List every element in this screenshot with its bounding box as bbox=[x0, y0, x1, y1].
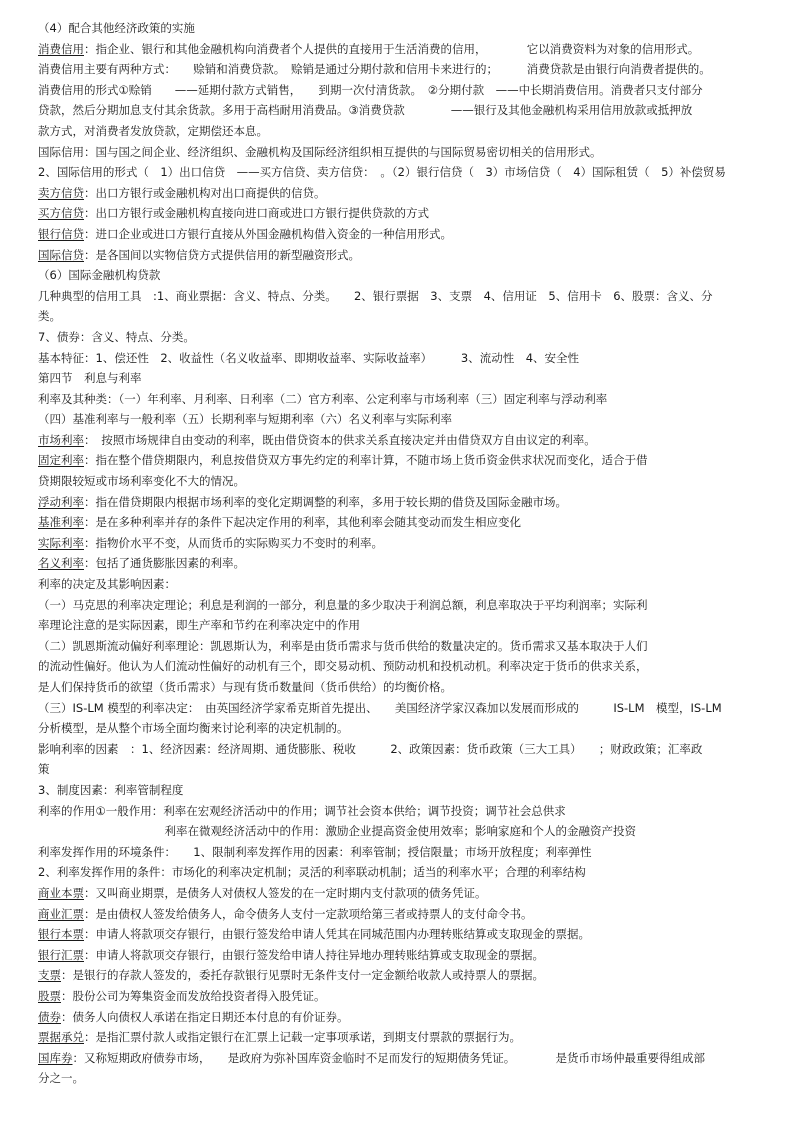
text-line bbox=[38, 677, 768, 698]
text-line bbox=[38, 533, 768, 554]
text-line bbox=[38, 224, 768, 245]
defined-term: 国库券 bbox=[38, 1050, 73, 1065]
text-line bbox=[38, 1007, 768, 1028]
line-text: 款方式，对消费者发放贷款，定期偿还本息。 bbox=[38, 123, 268, 138]
text-line bbox=[38, 59, 768, 80]
text-line bbox=[38, 265, 768, 286]
text-line bbox=[38, 306, 768, 327]
line-text: ：股份公司为筹集资金而发放给投资者得入股凭证。 bbox=[61, 988, 326, 1003]
defined-term: 银行汇票 bbox=[38, 947, 84, 962]
line-text: 贷款，然后分期加息支付其余货款。多用于高档耐用消费品。③消费贷款 ——银行及其他金融机构采用信用放款或抵押放 bbox=[38, 103, 693, 118]
text-line bbox=[38, 656, 768, 677]
line-text: ：出口方银行或金融机构直接向进口商或进口方银行提供贷款的方式 bbox=[84, 206, 429, 221]
line-text: ：又叫商业期票，是债务人对债权人签发的在一定时期内支付款项的债务凭证。 bbox=[84, 885, 487, 900]
line-text: 7、债券：含义、特点、分类。 bbox=[38, 329, 195, 344]
text-line bbox=[38, 636, 768, 657]
text-line bbox=[38, 553, 768, 574]
document-page bbox=[38, 18, 768, 1089]
text-line bbox=[38, 327, 768, 348]
text-line bbox=[38, 904, 768, 925]
text-line bbox=[38, 183, 768, 204]
line-text: 率理论注意的是实际因素，即生产率和节约在利率决定中的作用 bbox=[38, 618, 360, 633]
text-line bbox=[38, 450, 768, 471]
line-text: 的流动性偏好。他认为人们流动性偏好的动机有三个，即交易动机、预防动机和投机动机。利率决定于货币的供求关系， bbox=[38, 659, 648, 674]
line-text: （6）国际金融机构贷款 bbox=[38, 268, 161, 283]
text-line bbox=[38, 574, 768, 595]
defined-term: 基准利率 bbox=[38, 515, 84, 530]
line-text: 利率的决定及其影响因素： bbox=[38, 577, 176, 592]
line-text: 影响利率的因素 ：1、经济因素：经济周期、通货膨胀、税收 2、政策因素：货币政策（三大工具） ；财政政策；汇率政 bbox=[38, 741, 703, 756]
line-text: 贷期限较短或市场利率变化不大的情况。 bbox=[38, 474, 245, 489]
line-text: 消费信用主要有两种方式： 赊销和消费贷款。 赊销是通过分期付款和信用卡来进行的； 消费贷款是由银行向消费者提供的。 bbox=[38, 62, 711, 77]
text-line bbox=[38, 492, 768, 513]
defined-term: 票据承兑 bbox=[38, 1030, 84, 1045]
line-text: （三）IS-LM 模型的利率决定： 由英国经济学家希克斯首先提出、 美国经济学家汉森加以发展而形成的 IS-LM 模型，IS-LM bbox=[38, 700, 722, 715]
line-text: 几种典型的信用工具 :1、商业票据：含义、特点、分类。 2、银行票据 3、支票 4、信用证 5、信用卡 6、股票：含义、分 bbox=[38, 288, 713, 303]
text-line bbox=[38, 1068, 768, 1089]
text-line bbox=[38, 718, 768, 739]
line-text: ：指在借贷期限内根据市场利率的变化定期调整的利率，多用于较长期的借贷及国际金融市场。 bbox=[84, 494, 567, 509]
text-line bbox=[38, 430, 768, 451]
text-line bbox=[38, 759, 768, 780]
line-text: 2、利率发挥作用的条件：市场化的利率决定机制；灵活的利率联动机制；适当的利率水平；合理的利率结构 bbox=[38, 865, 586, 880]
text-line bbox=[38, 821, 768, 842]
text-line bbox=[38, 1027, 768, 1048]
line-text: ：包括了通货膨胀因素的利率。 bbox=[84, 556, 245, 571]
line-text: 2、国际信用的形式（ 1）出口信贷 ——买方信贷、卖方信贷： 。（2）银行信贷（ 3）市场信贷（ 4）国际租赁（ 5）补偿贸易 bbox=[38, 165, 726, 180]
line-text: ：债务人向债权人承诺在指定日期还本付息的有价证券。 bbox=[61, 1009, 349, 1024]
line-text: （一）马克思的利率决定理论；利息是利润的一部分，利息量的多少取决于利润总额，利息率取决于平均利润率；实际利 bbox=[38, 597, 648, 612]
text-line bbox=[38, 203, 768, 224]
text-line bbox=[38, 1048, 768, 1069]
text-line bbox=[38, 80, 768, 101]
line-text: 国际信用：国与国之间企业、经济组织、金融机构及国际经济组织相互提供的与国际贸易密切相关的信用形式。 bbox=[38, 144, 602, 159]
text-line bbox=[38, 862, 768, 883]
line-text: 是人们保持货币的欲望（货币需求）与现有货币数量间（货币供给）的均衡价格。 bbox=[38, 680, 452, 694]
text-line bbox=[38, 348, 768, 369]
line-text: （四）基准利率与一般利率（五）长期利率与短期利率（六）名义利率与实际利率 bbox=[38, 412, 452, 427]
text-line bbox=[38, 142, 768, 163]
text-line bbox=[38, 595, 768, 616]
defined-term: 消费信用 bbox=[38, 41, 84, 56]
defined-term: 实际利率 bbox=[38, 535, 84, 550]
line-text: 策 bbox=[38, 762, 50, 777]
defined-term: 固定利率 bbox=[38, 453, 84, 468]
defined-term: 股票 bbox=[38, 988, 61, 1003]
text-line bbox=[38, 883, 768, 904]
text-line bbox=[38, 286, 768, 307]
text-line bbox=[38, 842, 768, 863]
text-line bbox=[38, 121, 768, 142]
line-text: ：出口方银行或金融机构对出口商提供的信贷。 bbox=[84, 185, 326, 200]
line-text: ：是各国间以实物信贷方式提供信用的新型融资形式。 bbox=[84, 247, 360, 262]
line-text: ：又称短期政府债券市场， 是政府为弥补国库资金临时不足而发行的短期债务凭证。 是货币市场仲最重要得组成部 bbox=[72, 1050, 705, 1065]
text-line bbox=[38, 389, 768, 410]
text-line bbox=[38, 986, 768, 1007]
text-line bbox=[38, 368, 768, 389]
text-line bbox=[38, 945, 768, 966]
text-line bbox=[38, 409, 768, 430]
defined-term: 债券 bbox=[38, 1009, 61, 1024]
defined-term: 商业汇票 bbox=[38, 906, 84, 921]
line-text: ：申请人将款项交存银行，由银行签发给申请人持往异地办理转账结算或支取现金的票据。 bbox=[84, 947, 544, 962]
line-text: ：指企业、银行和其他金融机构向消费者个人提供的直接用于生活消费的信用， 它以消费资料为对象的信用形式。 bbox=[84, 41, 700, 56]
text-line bbox=[38, 39, 768, 60]
defined-term: 支票 bbox=[38, 968, 61, 983]
line-text: ：申请人将款项交存银行，由银行签发给申请人凭其在同城范围内办理转账结算或支取现金的票据。 bbox=[84, 927, 590, 942]
text-line bbox=[38, 801, 768, 822]
text-line bbox=[38, 965, 768, 986]
line-text: 分之一。 bbox=[38, 1071, 84, 1086]
defined-term: 银行本票 bbox=[38, 927, 84, 942]
text-line bbox=[38, 471, 768, 492]
defined-term: 卖方信贷 bbox=[38, 185, 84, 200]
line-text: （二）凯恩斯流动偏好利率理论：凯恩斯认为，利率是由货币需求与货币供给的数量决定的。货币需求又基本取决于人们 bbox=[38, 638, 648, 653]
defined-term: 国际信贷 bbox=[38, 247, 84, 262]
line-text: （4）配合其他经济政策的实施 bbox=[38, 21, 195, 35]
line-text: ：指物价水平不变，从而货币的实际购买力不变时的利率。 bbox=[84, 535, 383, 550]
text-line bbox=[38, 615, 768, 636]
defined-term: 商业本票 bbox=[38, 885, 84, 900]
line-text: 基本特征：1、偿还性 2、收益性（名义收益率、即期收益率、实际收益率） 3、流动性 4、安全性 bbox=[38, 350, 580, 365]
defined-term: 名义利率 bbox=[38, 556, 84, 571]
line-text: 消费信用的形式①赊销 ——延期付款方式销售， 到期一次付清货款。 ②分期付款 ——中长期消费信用。消费者只支付部分 bbox=[38, 82, 703, 97]
line-text: ：是指汇票付款人或指定银行在汇票上记载一定事项承诺，到期支付票款的票据行为。 bbox=[84, 1030, 521, 1045]
line-text: ： 按照市场规律自由变动的利率，既由借贷资本的供求关系直接决定并由借贷双方自由议定的利率。 bbox=[84, 432, 596, 447]
text-line bbox=[38, 924, 768, 945]
text-line bbox=[38, 512, 768, 533]
line-text: ：进口企业或进口方银行直接从外国金融机构借入资金的一种信用形式。 bbox=[84, 226, 452, 241]
defined-term: 银行信贷 bbox=[38, 226, 84, 241]
line-text: ：是在多种利率并存的条件下起决定作用的利率，其他利率会随其变动而发生相应变化 bbox=[84, 515, 521, 530]
text-line bbox=[38, 698, 768, 719]
defined-term: 市场利率 bbox=[38, 432, 84, 447]
line-text: 第四节 利息与利率 bbox=[38, 371, 142, 386]
line-text: 利率在微观经济活动中的作用：激励企业提高资金使用效率；影响家庭和个人的金融资产投资 bbox=[38, 824, 636, 839]
text-line bbox=[38, 18, 768, 39]
defined-term: 买方信贷 bbox=[38, 206, 84, 221]
line-text: 利率的作用①一般作用：利率在宏观经济活动中的作用；调节社会资本供给；调节投资；调节社会总供求 bbox=[38, 803, 566, 818]
line-text: ：指在整个借贷期限内，利息按借贷双方事先约定的利率计算，不随市场上货币资金供求状况而变化，适合于借 bbox=[84, 453, 648, 468]
line-text: 分析模型，是从整个市场全面均衡来讨论利率的决定机制的。 bbox=[38, 721, 349, 736]
line-text: 类。 bbox=[38, 309, 61, 324]
text-line bbox=[38, 739, 768, 760]
text-line bbox=[38, 100, 768, 121]
defined-term: 浮动利率 bbox=[38, 494, 84, 509]
line-text: 3、制度因素：利率管制程度 bbox=[38, 782, 184, 797]
text-line bbox=[38, 162, 768, 183]
text-line bbox=[38, 245, 768, 266]
line-text: 利率发挥作用的环境条件： 1、限制利率发挥作用的因素：利率管制；授信限量；市场开放程度；利率弹性 bbox=[38, 844, 592, 859]
line-text: 利率及其种类：（一）年利率、月利率、日利率（二）官方利率、公定利率与市场利率（三）固定利率与浮动利率 bbox=[38, 391, 608, 406]
line-text: ：是银行的存款人签发的，委托存款银行见票时无条件支付一定金额给收款人或持票人的票据。 bbox=[61, 968, 544, 983]
line-text: ：是由债权人签发给债务人，命令债务人支付一定款项给第三者或持票人的支付命令书。 bbox=[84, 906, 533, 921]
text-line bbox=[38, 780, 768, 801]
